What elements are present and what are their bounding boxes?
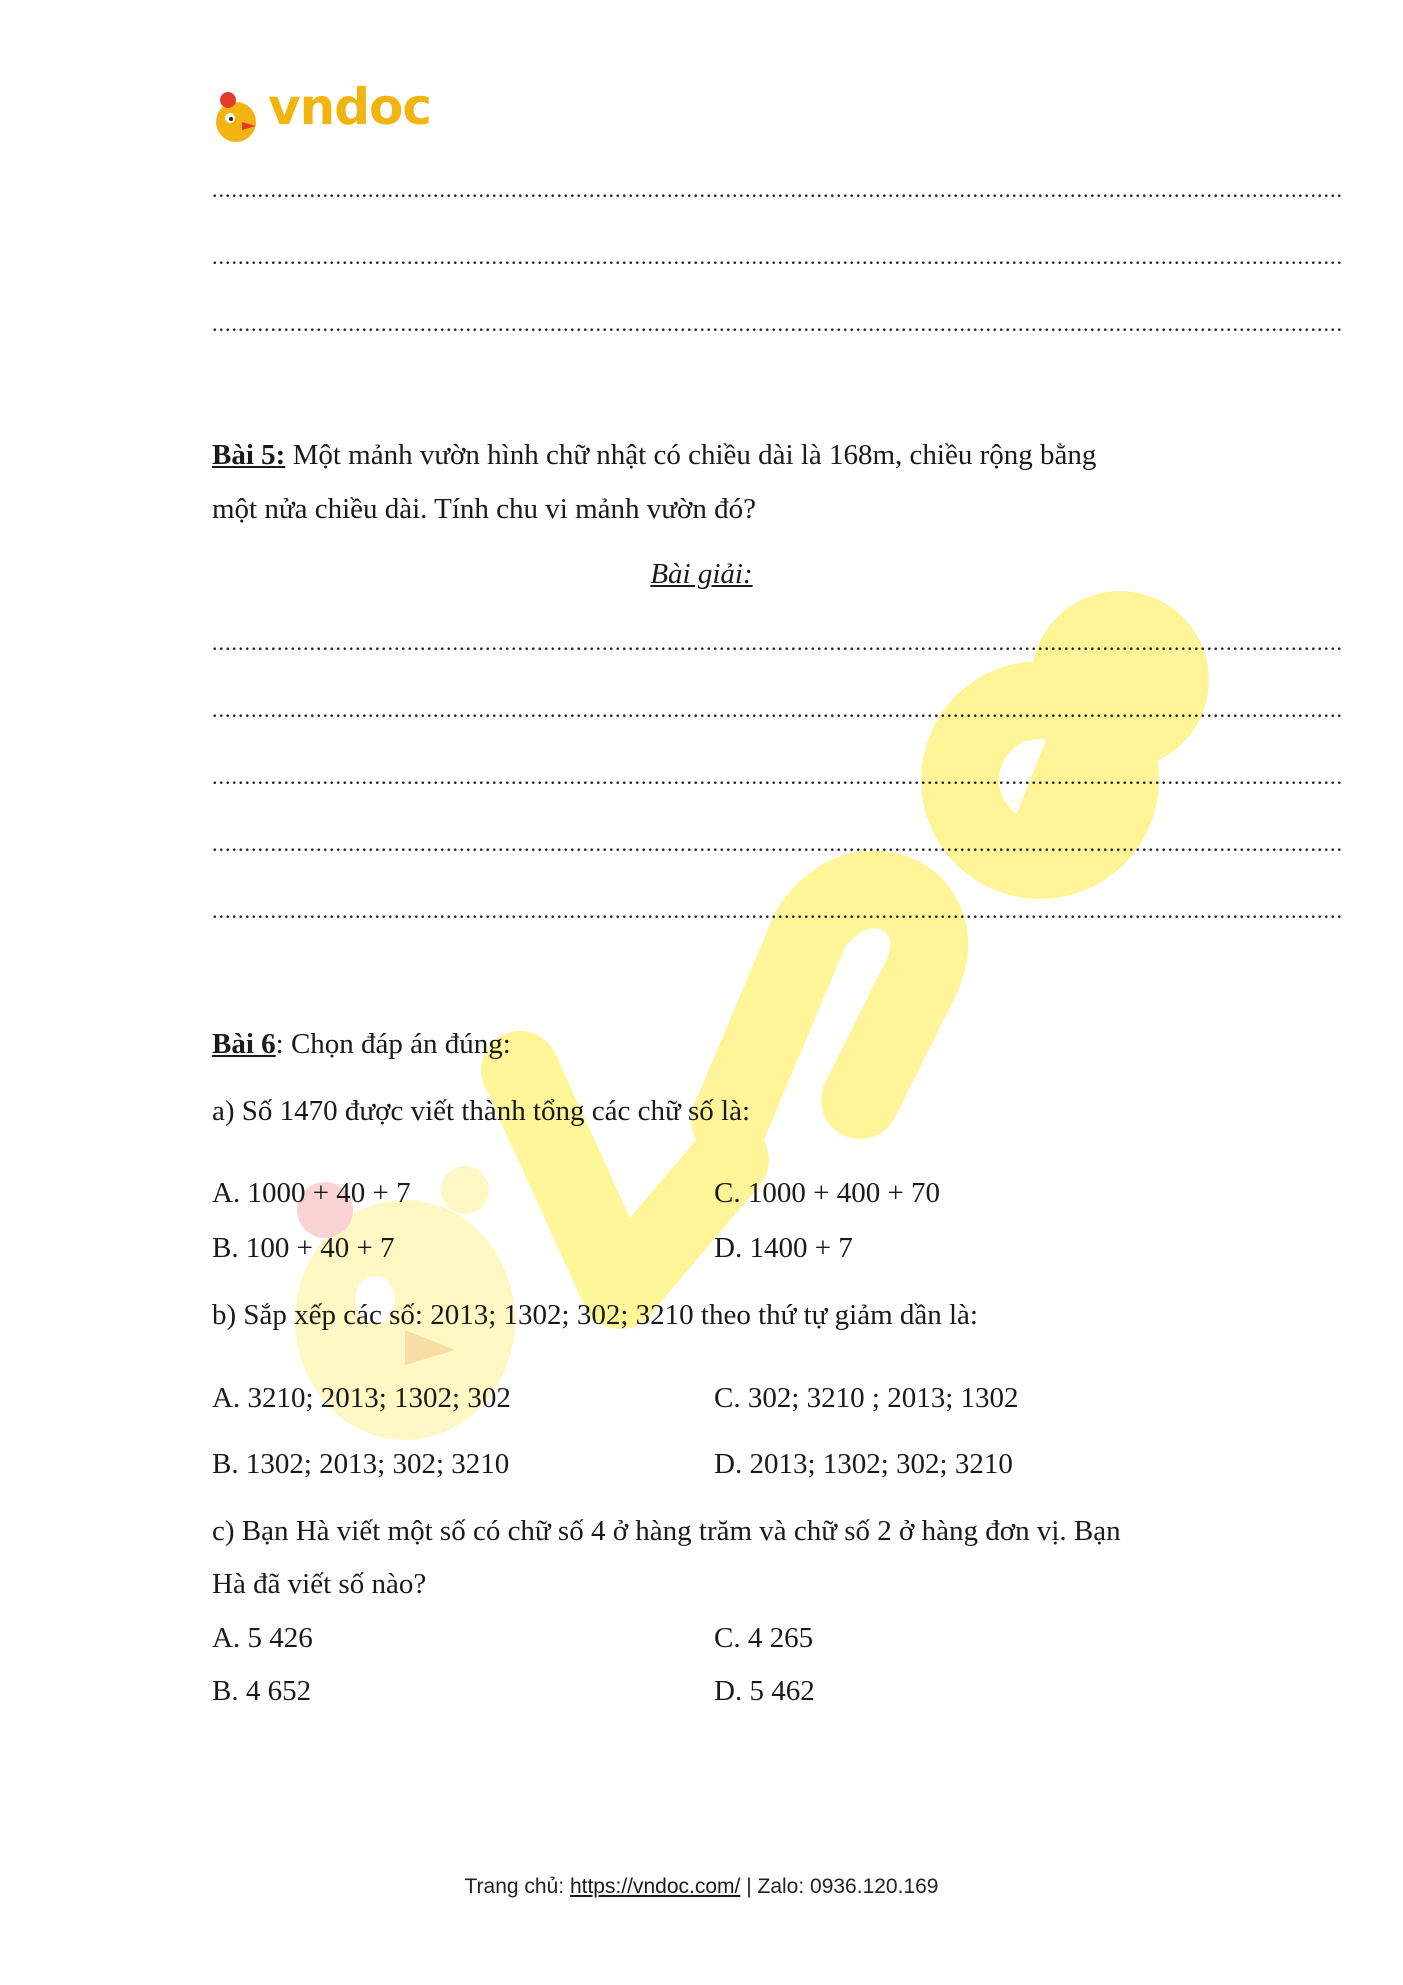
bai6-label: Bài 6 <box>212 1028 276 1060</box>
bai5-question-line2: một nửa chiều dài. Tính chu vi mảnh vườn đó? <box>212 493 756 525</box>
bai5-question-line1 <box>212 438 1096 472</box>
bai5-label: Bài 5: <box>212 439 286 471</box>
option-a-A[interactable]: A. 1000 + 40 + 7 <box>212 1177 411 1209</box>
bai6-heading <box>212 1027 511 1061</box>
answer-line[interactable]: .............................................................................................................................................................................. <box>212 244 1343 269</box>
solution-title: Bài giải: <box>650 558 753 590</box>
answer-line[interactable]: .............................................................................................................................................................................. <box>212 831 1343 856</box>
option-b-A[interactable]: A. 3210; 2013; 1302; 302 <box>212 1382 511 1414</box>
bai5-text1: Một mảnh vườn hình chữ nhật có chiều dài là 168m, chiều rộng bằng <box>285 439 1097 471</box>
question-c-line2: Hà đã viết số nào? <box>212 1568 427 1600</box>
option-b-B[interactable]: B. 1302; 2013; 302; 3210 <box>212 1448 510 1480</box>
answer-line[interactable]: .............................................................................................................................................................................. <box>212 898 1343 923</box>
question-b: b) Sắp xếp các số: 2013; 1302; 302; 3210 theo thứ tự giảm dần là: <box>212 1299 978 1331</box>
answer-line[interactable]: .............................................................................................................................................................................. <box>212 697 1343 722</box>
option-c-C[interactable]: C. 4 265 <box>714 1622 814 1654</box>
option-b-C[interactable]: C. 302; 3210 ; 2013; 1302 <box>714 1382 1019 1414</box>
question-a: a) Số 1470 được viết thành tổng các chữ số là: <box>212 1095 751 1127</box>
question-c-line1: c) Bạn Hà viết một số có chữ số 4 ở hàng trăm và chữ số 2 ở hàng đơn vị. Bạn <box>212 1515 1121 1547</box>
option-c-B[interactable]: B. 4 652 <box>212 1675 312 1707</box>
answer-line[interactable]: .............................................................................................................................................................................. <box>212 177 1343 202</box>
answer-line[interactable]: .............................................................................................................................................................................. <box>212 764 1343 789</box>
option-b-D[interactable]: D. 2013; 1302; 302; 3210 <box>714 1448 1013 1480</box>
logo-text: vndoc <box>268 78 431 136</box>
option-a-B[interactable]: B. 100 + 40 + 7 <box>212 1232 395 1264</box>
homepage-link[interactable]: https://vndoc.com/ <box>569 1875 741 1898</box>
option-c-A[interactable]: A. 5 426 <box>212 1622 313 1654</box>
bai6-intro: : Chọn đáp án đúng: <box>275 1028 511 1060</box>
option-c-D[interactable]: D. 5 462 <box>714 1675 815 1707</box>
option-a-D[interactable]: D. 1400 + 7 <box>714 1232 853 1264</box>
answer-line[interactable]: .............................................................................................................................................................................. <box>212 630 1343 655</box>
footer-prefix: Trang chủ: <box>464 1875 570 1898</box>
answer-line[interactable]: .............................................................................................................................................................................. <box>212 311 1343 336</box>
option-a-C[interactable]: C. 1000 + 400 + 70 <box>714 1177 941 1209</box>
vndoc-logo[interactable] <box>212 78 432 148</box>
page-footer <box>0 1875 1403 1899</box>
footer-contact: | Zalo: 0936.120.169 <box>740 1875 939 1898</box>
chick-icon <box>212 88 264 144</box>
